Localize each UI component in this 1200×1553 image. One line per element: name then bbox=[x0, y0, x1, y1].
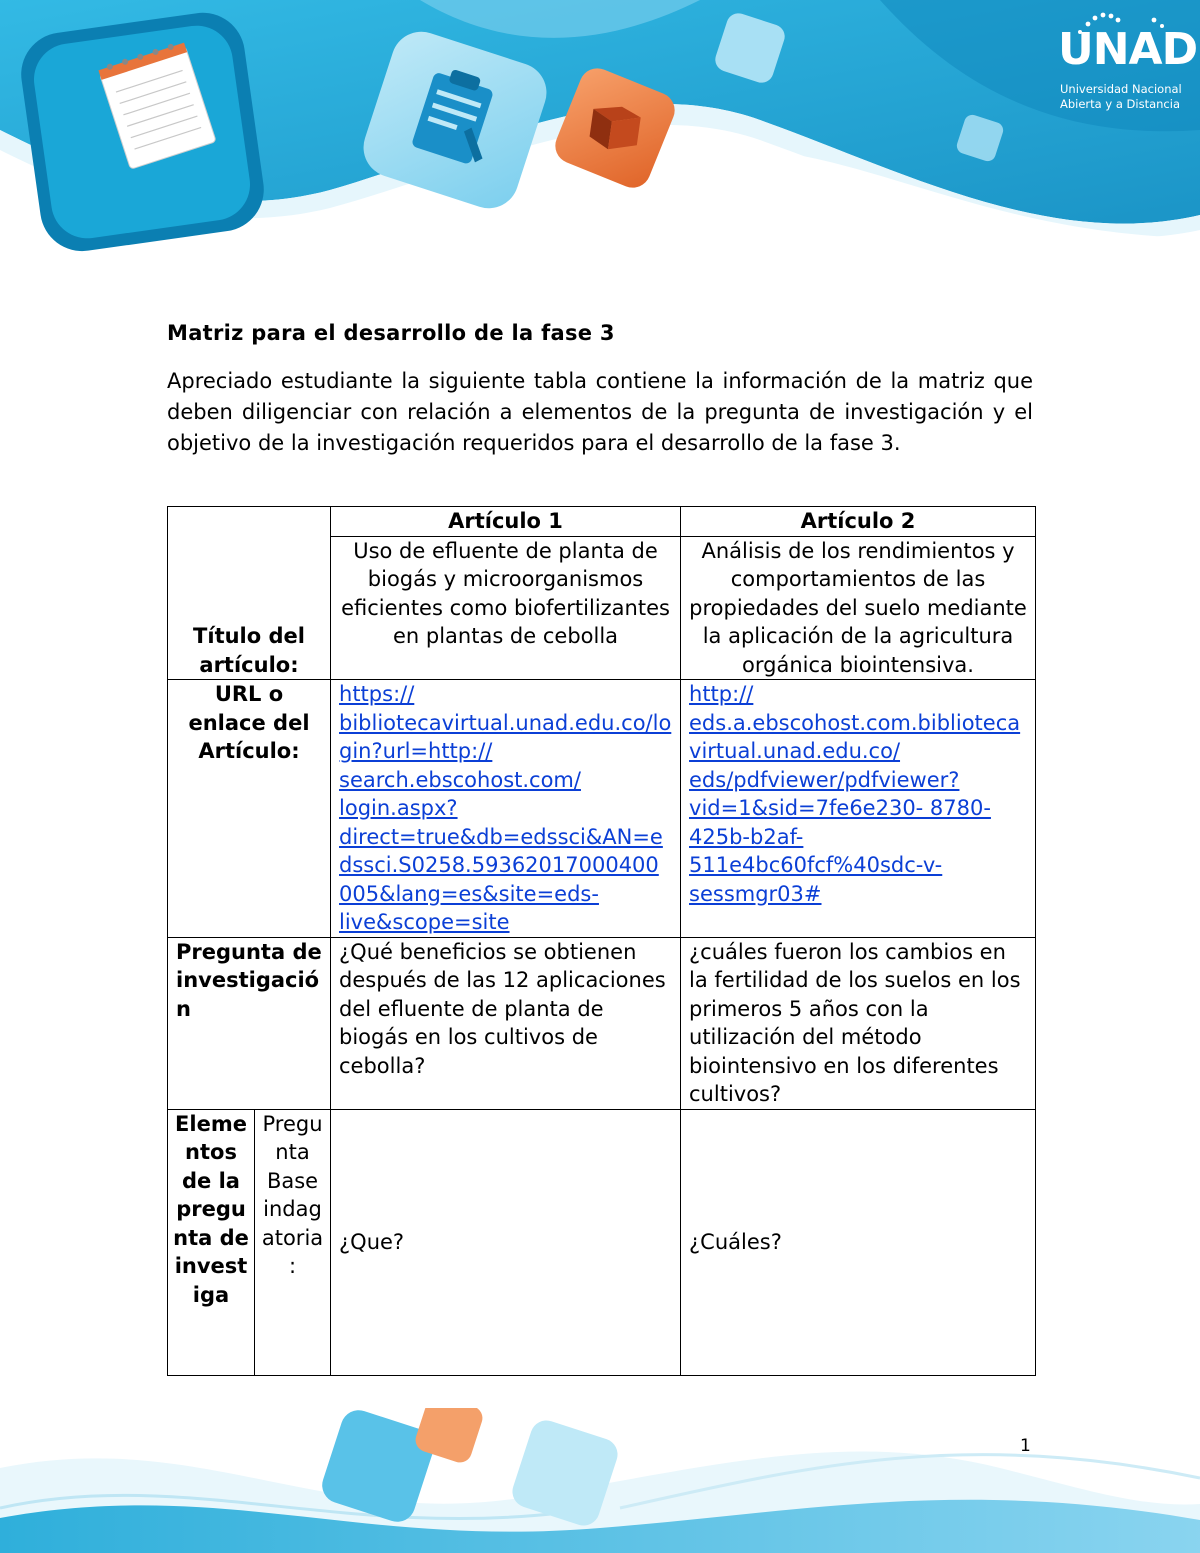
col-header-article-1: Artículo 1 bbox=[331, 507, 681, 537]
notepad-icon bbox=[92, 40, 222, 170]
col-header-article-2: Artículo 2 bbox=[681, 507, 1036, 537]
link-article-1[interactable]: https:// bibliotecavirtual.unad.edu.co/login?url=http:// search.ebscohost.com/ login.aspx? direct=true&db=edssci&AN=edssci.S0258.59362017000400005&lang=es&site=eds-live&scope=site bbox=[339, 682, 672, 934]
table-row-url bbox=[168, 680, 1036, 938]
book-icon bbox=[585, 100, 645, 156]
cell-title-article-2: Análisis de los rendimientos y comportamientos de las propiedades del suelo mediante la aplicación de la agricultura orgánica biointensiva. bbox=[681, 536, 1036, 680]
link-article-2[interactable]: http:// eds.a.ebscohost.com.bibliotecavirtual.unad.edu.co/ eds/pdfviewer/pdfviewer? vid=1&sid=7fe6e230- 8780-425b-b2af- 511e4bc60fcf%40sdc-v- sessmgr03# bbox=[689, 682, 1021, 906]
clipboard-icon bbox=[400, 62, 510, 172]
row-label-elements: Elementos de la pregunta de investiga bbox=[168, 1109, 255, 1375]
cell-question-article-2: ¿cuáles fueron los cambios en la fertilidad de los suelos en los primeros 5 años con la utilización del método biointensivo en los diferentes cultivos? bbox=[681, 937, 1036, 1109]
cell-url-article-2 bbox=[681, 680, 1036, 938]
footer-banner bbox=[0, 1408, 1200, 1553]
row-sublabel-base-question: Pregunta Base indagatoria: bbox=[255, 1109, 331, 1375]
logo-line-1: Universidad Nacional bbox=[1060, 82, 1182, 96]
cell-title-article-1: Uso de efluente de planta de biogás y microorganismos eficientes como biofertilizantes en plantas de cebolla bbox=[331, 536, 681, 680]
page-number: 1 bbox=[1020, 1436, 1031, 1456]
intro-paragraph: Apreciado estudiante la siguiente tabla contiene la información de la matriz que deben diligenciar con relación a elementos de la pregunta de investigación y el objetivo de la investigación requeridos para el desarrollo de la fase 3. bbox=[167, 369, 1033, 455]
cell-elements-article-2: ¿Cuáles? bbox=[681, 1109, 1036, 1375]
row-label-title: Título del artículo: bbox=[168, 507, 331, 680]
cell-url-article-1 bbox=[331, 680, 681, 938]
document-title: Matriz para el desarrollo de la fase 3 bbox=[167, 321, 615, 345]
cell-question-article-1: ¿Qué beneficios se obtienen después de las 12 aplicaciones del efluente de planta de biogás en los cultivos de cebolla? bbox=[331, 937, 681, 1109]
cell-elements-article-1: ¿Que? bbox=[331, 1109, 681, 1375]
table-header-row bbox=[168, 507, 1036, 537]
row-label-question: Pregunta de investigación bbox=[168, 937, 331, 1109]
row-label-url: URL o enlace del Artículo: bbox=[168, 680, 331, 938]
matrix-table bbox=[167, 506, 1036, 1376]
table-row-question bbox=[168, 937, 1036, 1109]
unad-logo bbox=[1058, 10, 1198, 111]
logo-line-2: Abierta y a Distancia bbox=[1060, 97, 1180, 111]
logo-wordmark: UNAD bbox=[1058, 24, 1198, 75]
table-row-elements bbox=[168, 1109, 1036, 1375]
